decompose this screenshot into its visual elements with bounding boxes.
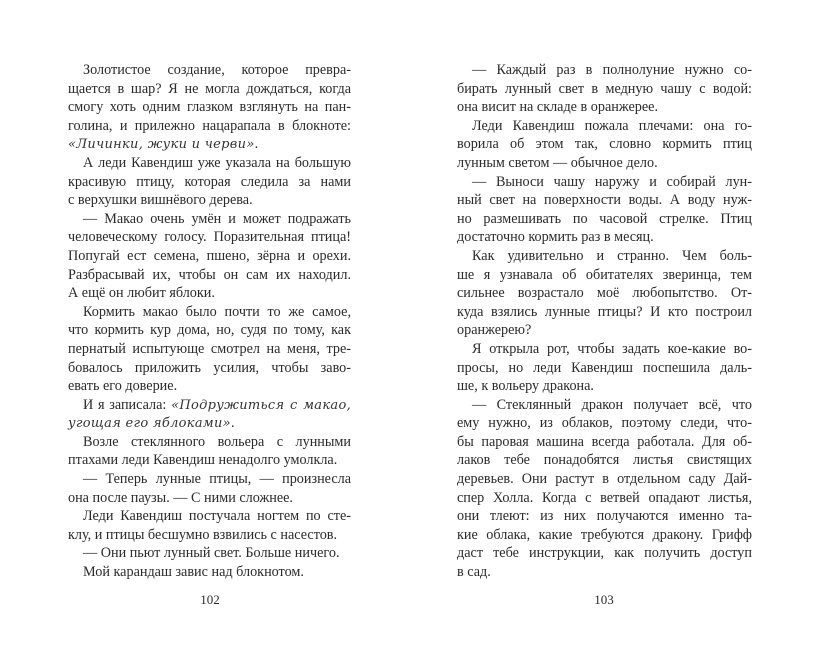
printed-text: спер Холла. Когда с ветвей опадают листья, [457,489,752,506]
handwritten-note: «Подружиться с макао, [171,397,351,413]
text-line [457,284,752,303]
text-line [457,173,752,192]
text-line [457,470,752,489]
text-line [68,284,351,303]
text-line [68,303,351,322]
text-line [457,266,752,285]
text-line [68,80,351,99]
printed-text: птахами леди Кавендиш ненадолго умолкла. [68,452,338,469]
printed-text: — Макао очень умён и может подражать [83,210,351,227]
printed-text: бирать лунный свет в медную чашу с водой: [457,80,752,97]
printed-text: голина, и прилежно нацарапала в блокноте: [68,117,351,134]
printed-text: Разбрасывай их, чтобы он сам их находил. [68,266,351,283]
text-line [68,117,351,136]
text-line [457,80,752,99]
printed-text: с верхушки вишнёвого дерева. [68,192,253,209]
printed-text: . [230,415,235,432]
printed-text: Я открыла рот, чтобы задать кое-какие во- [472,340,752,357]
printed-text: ворила об этом так, словно кормить птиц [457,136,752,153]
printed-text: куда взялись лунные птицы? И кто построил [457,303,752,320]
printed-text: достаточно кормить раз в месяц. [457,229,654,246]
text-line [457,98,752,117]
printed-text: ему нужно, из облаков, поэтому следи, что- [457,415,752,432]
printed-text: лаков тебе понадобятся листья свистящих [457,452,752,469]
printed-text: . [254,136,259,153]
text-line [68,98,351,117]
text-line [68,507,351,526]
printed-text: просы, но леди Кавендиш поспешила даль- [457,359,752,376]
printed-text: Возле стеклянного вольера с лунными [83,433,351,450]
printed-text: — Они пьют лунный свет. Больше ничего. [83,545,340,562]
text-line [68,321,351,340]
page-number-left: 102 [200,592,220,607]
printed-text: клу, и птицы бесшумно взвились с насестов. [68,526,338,543]
text-line [457,61,752,80]
page-number-right: 103 [594,592,614,607]
printed-text: она после паузы. — С ними сложнее. [68,489,293,506]
text-line [68,563,351,582]
printed-text: щается в шар? Я не могла дождаться, когда [68,80,351,97]
printed-text: А леди Кавендиш уже указала на большую [83,154,351,171]
text-line [457,544,752,563]
printed-text: лунным светом — обычное дело. [457,154,658,171]
printed-text: — Стеклянный дракон получает всё, что [472,396,752,413]
printed-text: ше я узнавала об обитателях зверинца, тем [457,266,752,283]
printed-text: — Выноси чашу наружу и собирай лун- [472,173,752,190]
text-line [457,377,752,396]
printed-text: даст тебе инструкции, как получить доступ [457,545,752,562]
printed-text: ше, к вольеру дракона. [457,378,594,395]
text-line [457,563,752,582]
text-line [457,507,752,526]
text-line [68,377,351,396]
text-line [68,489,351,508]
text-line [68,433,351,452]
text-line [68,526,351,545]
printed-text: смогу хоть одним глазком взглянуть на пан- [68,99,351,116]
text-line [68,154,351,173]
right-page-text [457,61,752,582]
text-line [68,210,351,229]
printed-text: Как удивительно и странно. Чем боль- [472,247,752,264]
printed-text: Мой карандаш завис над блокнотом. [83,564,304,581]
handwritten-note: «Личинки, жуки и черви» [68,137,255,153]
printed-text: Леди Кавендиш пожала плечами: она го- [472,117,752,134]
text-line [457,451,752,470]
text-line [457,154,752,173]
text-line [457,247,752,266]
text-line [68,61,351,80]
text-line [457,359,752,378]
text-line [68,340,351,359]
text-line [457,303,752,322]
printed-text: бовалось приложить усилия, чтобы заво- [68,359,351,376]
printed-text: она висит на складе в оранжерее. [457,99,658,116]
printed-text: сильнее возрастало моё любопытство. От- [457,285,752,302]
text-line [68,135,351,154]
printed-text: деревьев. Они растут в отдельном саду Дай- [457,471,752,488]
handwritten-note: угощая его яблоками» [68,416,231,432]
printed-text: но размешивать по часовой стрелке. Птиц [457,210,752,227]
text-line [68,396,351,415]
printed-text: красивую птицу, которая следила за нами [68,173,351,190]
printed-text: человеческому голосу. Поразительная птица! [68,229,351,246]
text-line [68,544,351,563]
printed-text: — Теперь лунные птицы, — произнесла [83,471,351,488]
text-line [68,228,351,247]
text-line [68,414,351,433]
text-line [68,359,351,378]
text-line [457,117,752,136]
printed-text: ный свет на поверхности воды. А воду нуж- [457,192,752,209]
text-line [68,191,351,210]
text-line [457,228,752,247]
printed-text: в сад. [457,564,491,581]
text-line [457,340,752,359]
text-line [457,526,752,545]
printed-text: Кормить макао было почти то же самое, [83,303,351,320]
left-page-text [68,61,351,582]
text-line [68,247,351,266]
printed-text: Попугай ест семена, пшено, зёрна и орехи. [68,247,351,264]
printed-text: И я записала: [83,396,172,413]
printed-text: что кормить кур дома, но, судя по тому, как [68,322,351,339]
text-line [457,321,752,340]
text-line [457,396,752,415]
text-line [457,433,752,452]
printed-text: бы паровая машина всегда работала. Для об- [457,433,752,450]
text-line [457,135,752,154]
text-line [457,191,752,210]
printed-text: А ещё он любит яблоки. [68,285,215,302]
text-line [68,173,351,192]
text-line [457,489,752,508]
text-line [457,210,752,229]
printed-text: Леди Кавендиш постучала ногтем по сте- [83,508,351,525]
printed-text: они тлеют: из них получаются именно та- [457,508,752,525]
text-line [68,470,351,489]
text-line [68,266,351,285]
text-line [68,451,351,470]
printed-text: кие облака, какие требуются дракону. Грифф [457,526,752,543]
printed-text: оранжерею? [457,322,532,339]
printed-text: — Каждый раз в полнолуние нужно со- [472,62,752,78]
printed-text: Золотистое создание, которое превра- [83,62,351,78]
text-line [457,414,752,433]
printed-text: евать его доверие. [68,378,178,395]
printed-text: пернатый испытующе смотрел на меня, тре- [68,340,351,357]
